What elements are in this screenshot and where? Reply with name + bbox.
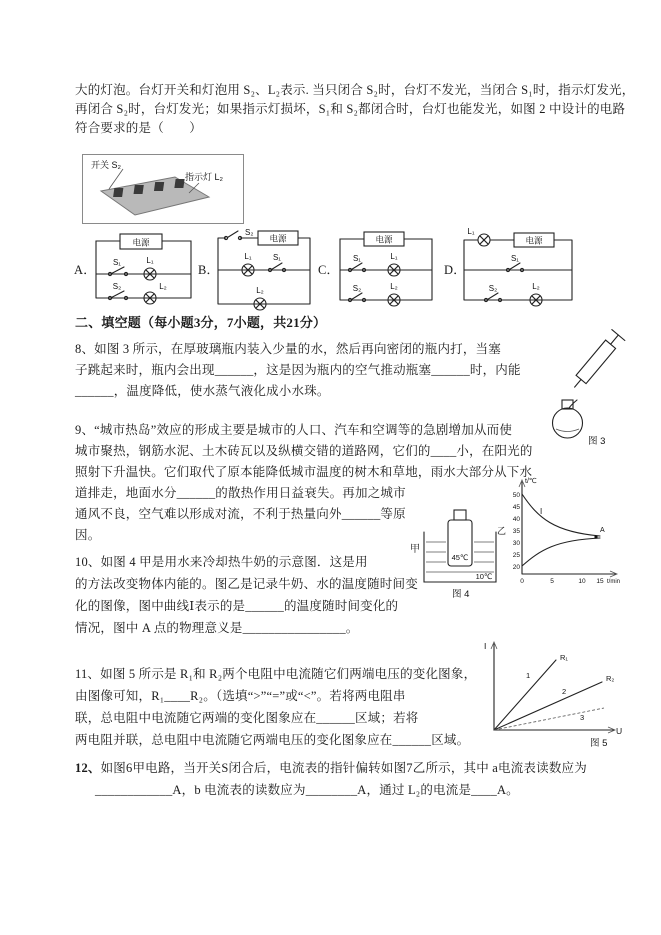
ytick: 35 bbox=[512, 528, 520, 535]
ytick: 45 bbox=[512, 504, 520, 511]
pump-barrel bbox=[568, 330, 625, 393]
wires bbox=[218, 238, 310, 304]
bottle-body bbox=[553, 408, 583, 438]
ytick: 30 bbox=[512, 540, 520, 547]
intro-line-1: 大的灯泡。台灯开关和灯泡用 S₂、L₂表示. 当只闭合 S₂时，台灯不发光，当闭合 S₁时，指示灯发光， bbox=[75, 83, 635, 97]
circuit-d bbox=[458, 226, 580, 306]
l1-label: L₁ bbox=[390, 252, 398, 261]
x-axis-label: t/min bbox=[607, 579, 621, 585]
r1-line bbox=[494, 660, 556, 730]
jia-label: 甲 bbox=[410, 544, 420, 555]
option-c-label: C． bbox=[318, 263, 340, 277]
intro-line-2: 再闭合 S₂时，台灯发光；如果指示灯损坏，S₁和 S₂都闭合时，台灯也能发光，如图 2 中设计的电路 bbox=[75, 102, 626, 116]
switch-lever bbox=[228, 231, 239, 238]
q9-line-2: 城市聚热，钢筋水泥、土木砖瓦以及纵横交错的道路网，它们的____小，在阳光的 bbox=[75, 444, 533, 458]
region-3-label: 3 bbox=[580, 713, 585, 722]
ytick: 40 bbox=[512, 516, 520, 523]
switch-lever bbox=[272, 263, 283, 270]
figure3-pump bbox=[538, 326, 633, 448]
l2-label: L₂ bbox=[390, 282, 398, 291]
r2-line bbox=[494, 682, 602, 730]
q10-line-4: 情况，图中 A 点的物理意义是________________。 bbox=[75, 621, 359, 635]
milk-bottle-neck bbox=[454, 510, 466, 520]
l1-label: L₁ bbox=[146, 256, 154, 265]
socket-icon bbox=[113, 188, 123, 197]
q9-line-3: 照射下升温快。它们取代了原本能降低城市温度的树木和草地，雨水大部分从下水 bbox=[75, 465, 533, 479]
q8-line-1: 8、如图 3 所示，在厚玻璃瓶内装入少量的水，然后再向密闭的瓶内打，当塞 bbox=[75, 342, 501, 356]
circuit-a bbox=[88, 228, 198, 308]
power-label: 电源 bbox=[375, 234, 393, 245]
axes bbox=[494, 644, 614, 730]
point-a-label: A bbox=[600, 527, 605, 534]
wires bbox=[96, 241, 191, 298]
section-title: 二、填空题 bbox=[75, 315, 142, 330]
power-label: 电源 bbox=[525, 235, 543, 246]
switch-lever bbox=[488, 293, 499, 300]
socket-icon bbox=[154, 182, 164, 191]
fig5-caption: 图 5 bbox=[590, 738, 608, 749]
section-subtitle: （每小题3分，7小题，共21分） bbox=[141, 315, 327, 330]
socket-icon bbox=[134, 185, 144, 194]
l2-label: L₂ bbox=[532, 282, 540, 291]
s2-label: S₂ bbox=[488, 284, 498, 293]
water-temp-label: 10℃ bbox=[475, 572, 493, 581]
switch-lever bbox=[112, 291, 125, 298]
figure2-powerstrip-box bbox=[82, 154, 244, 224]
q9-line-1: 9、“城市热岛”效应的形成主要是城市的人口、汽车和空调等的急剧增加从而使 bbox=[75, 423, 513, 437]
q12-line-2: ____________A，b 电流表的读数应为________A，通过 L₂的电流是____A。 bbox=[95, 783, 519, 797]
ytick: 20 bbox=[512, 564, 520, 571]
s1-label: S₁ bbox=[112, 258, 122, 267]
curve1-label: Ⅰ bbox=[540, 507, 543, 516]
q12-text: 如图6甲电路，当开关S闭合后，电流表的指针偏转如图7乙所示，其中 a电流表读数应为 bbox=[100, 761, 587, 775]
switch-lever bbox=[510, 263, 521, 270]
y-axis-label: t/℃ bbox=[525, 478, 537, 485]
u-axis-label: U bbox=[616, 726, 623, 736]
socket-icon bbox=[174, 179, 184, 188]
section-header bbox=[75, 312, 326, 331]
q11-line-1: 11、如图 5 所示是 R₁和 R₂两个电阻中电流随它们两端电压的变化图象， bbox=[75, 667, 477, 681]
option-b-label: B． bbox=[198, 263, 220, 277]
xtick: 15 bbox=[596, 578, 604, 585]
switch-lever bbox=[112, 267, 125, 274]
figure5-iu-graph bbox=[476, 636, 626, 750]
i-axis-label: I bbox=[484, 641, 487, 651]
s2-label: S₂ bbox=[352, 284, 362, 293]
milk-temp-label: 45℃ bbox=[451, 553, 469, 562]
q10-line-2: 的方法改变物体内能的。图乙是记录牛奶、水的温度随时间变 bbox=[75, 577, 418, 591]
q11-line-4: 两电阻并联，总电阻中电流随它两端电压的变化图象应在______区域。 bbox=[75, 733, 470, 747]
switch-lever bbox=[352, 293, 363, 300]
s2-label: S₂ bbox=[112, 282, 122, 291]
region-2-label: 2 bbox=[562, 687, 567, 696]
pump-body bbox=[576, 340, 616, 384]
xtick: 0 bbox=[520, 578, 524, 585]
q11-line-3: 联，总电阻中电流随它两端的变化图象应在______区域；若将 bbox=[75, 711, 419, 725]
q12-number: 12、 bbox=[75, 761, 101, 775]
q9-line-5: 通风不良，空气难以形成对流，不利于热量向外______等原 bbox=[75, 507, 406, 521]
wires bbox=[464, 240, 572, 300]
milk-cooling-curve bbox=[522, 494, 600, 536]
fig4-caption: 图 4 bbox=[452, 589, 470, 600]
yi-label: 乙 bbox=[497, 526, 507, 536]
r2-label: R₂ bbox=[606, 674, 615, 683]
water-warming-curve bbox=[522, 538, 600, 566]
q9-line-6: 因。 bbox=[75, 528, 101, 542]
ytick: 25 bbox=[512, 552, 520, 559]
s1-label: S₁ bbox=[510, 254, 520, 263]
pump-handle bbox=[612, 330, 625, 341]
s1-label: S₁ bbox=[272, 253, 282, 262]
pump-rod bbox=[611, 335, 619, 344]
switch-lever bbox=[352, 263, 363, 270]
q8-line-3: ______，温度降低，使水蒸气液化成小水珠。 bbox=[75, 384, 330, 398]
figure4-jia bbox=[408, 498, 508, 600]
option-a-label: A． bbox=[74, 263, 96, 277]
option-d-label: D． bbox=[444, 263, 466, 277]
l1-label: L₁ bbox=[244, 252, 252, 261]
switch-label: 开关 S₂ bbox=[91, 160, 121, 170]
water-level bbox=[556, 429, 579, 432]
q11-line-2: 由图像可知，R₁____R₂。（选填“>”“=”或“<”。若将两电阻串 bbox=[75, 689, 406, 703]
q12-line-1 bbox=[75, 758, 587, 776]
s1-label: S₁ bbox=[352, 254, 362, 263]
pump-nozzle bbox=[575, 379, 581, 387]
ytick: 50 bbox=[512, 492, 520, 499]
r1-label: R₁ bbox=[560, 653, 568, 662]
indicator-label: 指示灯 L₂ bbox=[185, 172, 223, 182]
q8-line-2: 子跳起来时，瓶内会出现______，这是因为瓶内的空气推动瓶塞______时，内能 bbox=[75, 363, 521, 377]
fig3-caption: 图 3 bbox=[588, 436, 606, 447]
xtick: 10 bbox=[578, 578, 586, 585]
q9-line-4: 道排走，地面水分______的散热作用日益衰失。再加之城市 bbox=[75, 486, 406, 500]
l2-label: L₂ bbox=[256, 286, 264, 295]
circuit-c bbox=[334, 228, 439, 308]
xtick: 5 bbox=[550, 578, 554, 585]
figure4-yi-graph bbox=[496, 472, 624, 594]
switch-pointer-line bbox=[109, 169, 123, 189]
l1-label: L₁ bbox=[467, 227, 475, 236]
q10-line-3: 化的图像，图中曲线Ⅰ表示的是______的温度随时间变化的 bbox=[75, 599, 399, 613]
region-1-label: 1 bbox=[526, 671, 531, 680]
powerstrip-drawing bbox=[83, 155, 243, 223]
intro-line-3: 符合要求的是（ ） bbox=[75, 121, 203, 135]
power-label: 电源 bbox=[132, 237, 150, 248]
point-a bbox=[594, 535, 597, 538]
s2-label: S₂ bbox=[245, 228, 254, 237]
circuit-b bbox=[212, 226, 317, 312]
power-label: 电源 bbox=[269, 233, 287, 244]
q10-line-1: 10、如图 4 甲是用水来冷却热牛奶的示意图．这是用 bbox=[75, 555, 368, 569]
l2-label: L₂ bbox=[159, 282, 167, 291]
